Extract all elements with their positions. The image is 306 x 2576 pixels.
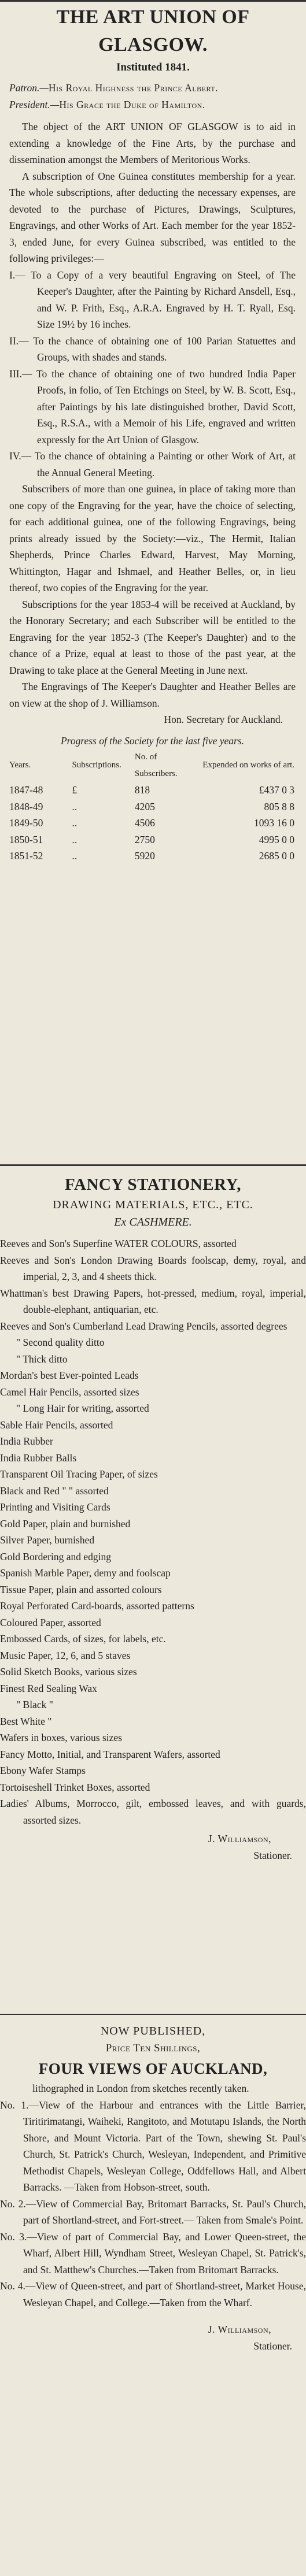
list-item: Printing and Visiting Cards [0,1501,110,1513]
list-item: No. 4.—View of Queen-street, and part of Shortland-street, Market House, Wesleyan Chapel, and College.—Taken from the Wharf. [0,2280,306,2308]
list-item: No. 1.—View of the Harbour and entrances with the Little Barrier, Tiritirimatangi, Waiheki, Rangitoto, and Motutapu Islands, the North Shore, and Mount Victoria. Part of the Town, shewing St. Paul's Church, St. Patrick's Church, Wesleyan, Independent, and Primitive Methodist Chapels, Wesleyan College, Oddfellows Hall, and Albert Barracks. —Taken from Hobson-street, south. [0,2099,306,2193]
patron-line [9,80,296,96]
progress-header: Expended on works of art. [202,760,294,770]
list-item: Reeves and Son's Cumberland Lead Drawing Pencils, assorted degrees [0,1320,287,1332]
progress-header: Subscriptions. [72,760,121,770]
privilege-item: II.— To the chance of obtaining one of 100 Parian Statuettes and Groups, with shades and stands. [9,335,296,363]
list-item: Fancy Motto, Initial, and Transparent Wafers, assorted [0,1748,220,1760]
president-line [9,96,296,113]
views-title: FOUR VIEWS OF AUCKLAND, [38,2060,268,2077]
secretary-line: Hon. Secretary for Auckland. [164,714,283,725]
progress-title: Progress of the Society for the last five years. [60,734,245,747]
section-divider [0,1164,306,1166]
list-item: Black and Red " " assorted [0,1484,109,1497]
table-cell: 4995 0 0 [259,833,294,845]
list-item: Finest Red Sealing Wax [0,1682,97,1694]
views-intro: lithographed in London from sketches recently taken. [32,2083,249,2094]
list-item: Tissue Paper, plain and assorted colours [0,1583,162,1595]
progress-header: No. of Subscribers. [134,752,178,778]
table-cell: 1850-51 [9,833,43,845]
privilege-item: IV.— To the chance of obtaining a Painting or other Work of Art, at the Annual General Meeting. [9,450,296,478]
views-signature-role: Stationer. [253,2340,292,2352]
list-item: Whattman's best Drawing Papers, hot-pressed, medium, royal, imperial, double-elephant, antiquarian, etc. [0,1287,306,1315]
list-item: Transparent Oil Tracing Paper, of sizes [0,1468,158,1480]
privilege-item: III.— To the chance of obtaining one of two hundred India Paper Proofs, in folio, of Ten Etchings on Steel, by W. B. Scott, Esq., after Paintings by his late distinguished brother, David Scott, Esq., R.S.A., with a Memoir of his Life, engraved and written expressly for the Art Union of Glasgow. [9,368,296,446]
views-heading: NOW PUBLISHED, [100,2025,206,2037]
table-cell: 4205 [134,800,155,812]
list-item: Ladies' Albums, Morrocco, gilt, embossed leaves, and with guards, assorted sizes. [0,1798,306,1826]
list-item: No. 2.—View of Commercial Bay, Britomart Barracks, St. Paul's Church, part of Shortland-street, and Fort-street.— Taken from Smale's Point. [0,2198,306,2226]
view-engravings-paragraph: The Engravings of The Keeper's Daughter and Heather Belles are on view at the shop of J. Williamson. [9,681,296,709]
list-item: Gold Bordering and edging [0,1550,111,1562]
stationery-advert [0,1173,306,1864]
list-item: " Second quality ditto [16,1337,105,1348]
top-rule [0,0,306,2]
views-list [0,2097,306,2311]
stationery-ship: Ex CASHMERE. [114,1216,192,1228]
list-item: Ebony Wafer Stamps [0,1765,86,1776]
list-item: Reeves and Son's Superfine WATER COLOURS, assorted [0,1238,237,1249]
intro-paragraph: The object of the ART UNION OF GLASGOW is to aid in extending a knowledge of the Fine Arts, by the purchase and dissemination amongst the Members of Meritorious Works. [9,121,296,165]
additional-guinea-paragraph: Subscribers of more than one guinea, in place of taking more than one copy of the Engraving for the year, have the choice of selecting, for each additional guinea, one of the following Engravings, being prints already issued by the Society:—viz., The Hermit, Italian Shepherds, Prince Charles Edward, Harvest, May Morning, Whittington, Hagar and Ishmael, and Heather Belles, or, in lieu thereof, two copies of the Engraving for the year. [9,483,296,593]
list-item: Wafers in boxes, various sizes [0,1732,122,1743]
table-cell: 805 8 8 [264,800,294,812]
list-item: Mordan's best Ever-pointed Leads [0,1369,139,1381]
section-divider [0,2014,306,2015]
progress-table [9,749,294,864]
table-cell: 5920 [134,850,155,862]
patron-label: Patron.— [9,82,49,94]
views-signature-name: J. Williamson, [208,2323,271,2335]
list-item: Coloured Paper, assorted [0,1616,101,1628]
instituted-line: Instituted 1841. [116,61,190,73]
table-cell: £437 0 3 [259,784,294,796]
stationery-title: FANCY STATIONERY, [64,1175,242,1194]
list-item: Sable Hair Pencils, assorted [0,1419,113,1431]
progress-header: Years. [9,760,31,770]
table-cell: 1849-50 [9,817,43,829]
table-cell: 1093 16 0 [254,817,294,829]
table-cell: .. [72,850,78,862]
table-cell: .. [72,817,78,829]
list-item: " Thick ditto [16,1353,68,1365]
table-cell: 1851-52 [9,850,43,862]
table-cell: £ [72,784,78,796]
table-row [9,782,294,799]
stationery-subtitle: DRAWING MATERIALS, ETC., ETC. [53,1198,253,1211]
art-union-title: THE ART UNION OF GLASGOW. [56,6,250,55]
membership-paragraph: A subscription of One Guinea constitutes membership for a year. The whole subscriptions, after deducting the necessary expenses, are devoted to the purchase of Pictures, Drawings, Sculptures, Engravings, and other Works of Art. Each member for the year 1852-3, ended June, for every Guinea subscribed, was entitled to the following privileges:— [9,170,296,264]
list-item: India Rubber Balls [0,1452,77,1464]
president-name: His Grace the Duke of Hamilton. [59,98,205,110]
list-item: Reeves and Son's London Drawing Boards foolscap, demy, royal, and imperial, 2, 3, and 4 sheets thick. [0,1254,306,1282]
list-item: " Black " [16,1699,53,1710]
privilege-item: I.— To a Copy of a very beautiful Engraving on Steel, of The Keeper's Daughter, after the Painting by Richard Ansdell, Esq., and W. P. Frith, Esq., A.R.A. Engraved by H. T. Ryall, Esq. Size 19½ by 16 inches. [9,269,296,330]
subscriptions-paragraph: Subscriptions for the year 1853-4 will be received at Auckland, by the Honorary Secretary; and each Subscriber will be entitled to the Engraving for the year 1852-3 (The Keeper's Daughter) and to the chance of a Prize, equal at least to those of the past year, at the Drawing to take place at the General Meeting in June next. [9,598,296,676]
list-item: Camel Hair Pencils, assorted sizes [0,1386,139,1398]
art-union-advert [0,3,306,864]
table-cell: .. [72,833,78,845]
table-cell: 818 [134,784,150,796]
table-cell: 4506 [134,817,155,829]
views-price: Price Ten Shillings, [105,2042,201,2054]
list-item: Embossed Cards, of sizes, for labels, etc. [0,1633,166,1645]
list-item: Spanish Marble Paper, demy and foolscap [0,1567,171,1579]
list-item: Music Paper, 12, 6, and 5 staves [0,1649,131,1661]
stationery-item-list [0,1235,306,1828]
privileges-list [0,267,306,481]
progress-header-row [9,749,294,782]
list-item: Best White " [0,1715,52,1727]
table-row [9,848,294,864]
table-row [9,799,294,815]
table-row [9,832,294,848]
list-item: " Long Hair for writing, assorted [16,1402,149,1414]
list-item: Royal Perforated Card-boards, assorted patterns [0,1600,194,1612]
patron-name: His Royal Highness the Prince Albert. [48,82,218,94]
list-item: India Rubber [0,1435,53,1447]
list-item: No. 3.—View of part of Commercial Bay, and Lower Queen-street, the Wharf, Albert Hill, Wyndham Street, Wesleyan Chapel, St. Patrick's, and St. Matthew's Churches.—Taken from Britomart Barracks. [0,2230,306,2276]
list-item: Silver Paper, burnished [0,1534,95,1546]
table-cell: 2685 0 0 [259,850,294,862]
list-item: Tortoiseshell Trinket Boxes, assorted [0,1781,150,1793]
table-cell: .. [72,800,78,812]
table-row [9,815,294,832]
table-cell: 1848-49 [9,800,43,812]
list-item: Solid Sketch Books, various sizes [0,1666,137,1677]
president-label: President.— [9,98,60,110]
table-cell: 2750 [134,833,155,845]
table-cell: 1847-48 [9,784,43,796]
stationery-signature-name: J. Williamson, [208,1833,271,1844]
stationery-signature-role: Stationer. [253,1849,292,1861]
views-advert [0,2022,306,2354]
list-item: Gold Paper, plain and burnished [0,1517,131,1530]
